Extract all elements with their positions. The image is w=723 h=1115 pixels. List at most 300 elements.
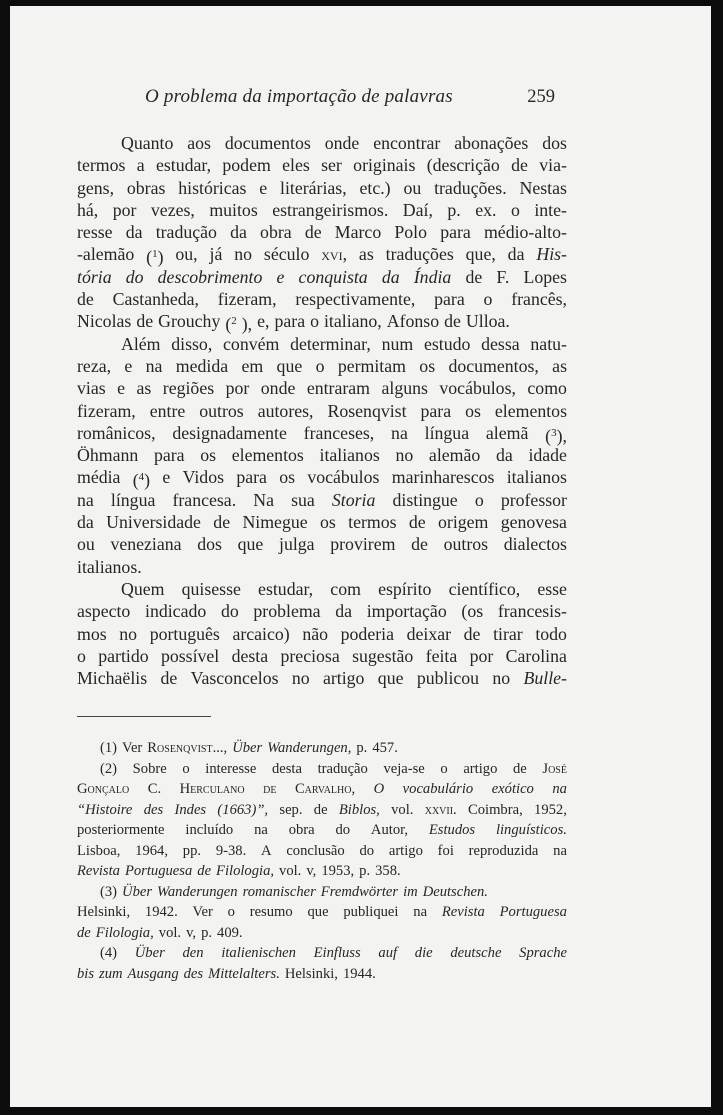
- page-header: [10, 86, 711, 118]
- word: de: [444, 311, 461, 332]
- word: já: [209, 244, 223, 265]
- word: vocábulos: [307, 467, 380, 488]
- word: O: [373, 781, 385, 797]
- word: quisesse: [181, 578, 241, 599]
- word: de: [465, 266, 483, 287]
- word: ($^3$),: [545, 425, 567, 446]
- word: sugestão: [352, 645, 414, 666]
- word: Ver: [122, 740, 143, 756]
- word: Über: [134, 945, 165, 961]
- word: (descrição: [426, 155, 500, 176]
- word: de: [513, 760, 527, 777]
- word: estrangeirismos.: [272, 199, 389, 220]
- word: C.: [147, 781, 162, 797]
- footnote-line: [77, 738, 567, 759]
- word: para: [420, 400, 452, 421]
- word: vol.: [158, 924, 182, 941]
- word: 1952,: [534, 801, 567, 818]
- word: fizeram,: [217, 289, 277, 310]
- word: na: [391, 422, 408, 443]
- footnote-line: [77, 964, 567, 985]
- word: do: [335, 822, 351, 838]
- word: encontrar: [373, 133, 441, 153]
- word: xxvii.: [424, 801, 457, 818]
- word: resse: [77, 222, 113, 243]
- word: documentos: [224, 133, 311, 153]
- word: termos: [348, 512, 397, 533]
- word: via-: [539, 155, 567, 176]
- footnote-line: [77, 861, 567, 882]
- word: p.: [201, 924, 213, 941]
- word: de: [197, 863, 212, 879]
- word: convém: [223, 333, 280, 354]
- word: posteriormente: [77, 822, 165, 838]
- word: as: [136, 378, 152, 399]
- word: onde: [324, 133, 360, 153]
- word: científico,: [448, 578, 521, 599]
- word: Autor,: [370, 822, 409, 838]
- word: resumo: [249, 904, 293, 920]
- word: o: [77, 645, 86, 666]
- text-line: [77, 333, 567, 355]
- word: die: [414, 945, 433, 961]
- word: tória: [77, 266, 112, 287]
- word: provirem: [330, 534, 396, 555]
- word: que: [377, 668, 404, 689]
- word: os: [465, 400, 481, 421]
- word: Deutschen.: [422, 883, 488, 900]
- word: na: [553, 842, 567, 859]
- word: e: [124, 355, 133, 376]
- word: inte-: [534, 199, 567, 220]
- text-line: [77, 578, 567, 600]
- word: Carolina: [505, 645, 567, 666]
- word: obra: [260, 222, 292, 243]
- word: do: [125, 266, 144, 287]
- word: indicado: [145, 601, 207, 622]
- word: em: [241, 355, 264, 376]
- word: A: [261, 842, 272, 859]
- word: deutsche: [450, 945, 502, 961]
- word: italianos.: [77, 556, 142, 577]
- word: 1944.: [342, 965, 376, 982]
- word: preciosa: [280, 645, 340, 666]
- word: Einfluss: [313, 945, 361, 961]
- word: aspecto: [77, 601, 131, 622]
- word: entraram: [306, 378, 371, 399]
- word: traduções.: [434, 177, 507, 198]
- word: Storia: [331, 489, 376, 510]
- book-page: [10, 6, 711, 1107]
- text-line: [77, 154, 567, 176]
- word: por: [469, 645, 494, 666]
- word: (1663)”,: [217, 801, 269, 818]
- word: auf: [378, 945, 398, 961]
- footnote-line: [77, 923, 567, 944]
- word: muitos: [209, 199, 258, 220]
- footnote-line: [77, 882, 567, 903]
- word: natu-: [530, 333, 567, 354]
- word: foi: [437, 842, 454, 859]
- word: distingue: [392, 489, 458, 510]
- word: podem: [222, 155, 271, 176]
- word: Rosenqvist...,: [147, 740, 228, 756]
- word: des: [183, 965, 204, 982]
- word: Über: [122, 883, 153, 900]
- word: idade: [528, 445, 567, 466]
- word: dialectos: [503, 534, 567, 555]
- word: (1): [100, 740, 118, 756]
- word: professor: [500, 489, 567, 510]
- footnote-separator: [77, 716, 211, 717]
- word: outros: [443, 534, 489, 555]
- word: Grouchy: [158, 311, 221, 332]
- word: para: [236, 467, 267, 488]
- word: Ausgang: [127, 965, 179, 982]
- word: 358.: [375, 863, 401, 879]
- word: Polo: [394, 222, 428, 243]
- word: (4): [100, 945, 118, 961]
- text-line: [77, 400, 567, 422]
- word: o: [227, 904, 235, 920]
- word: Ver: [192, 904, 213, 920]
- word: Helsinki,: [77, 904, 131, 920]
- word: Afonso: [386, 311, 440, 332]
- word: dos: [542, 133, 567, 153]
- word: elementos: [494, 400, 567, 421]
- text-line: [77, 556, 567, 578]
- word: no: [492, 668, 511, 689]
- word: importação: [366, 601, 447, 622]
- word: estudar,: [258, 578, 314, 599]
- word: fizeram,: [77, 400, 136, 421]
- word: Carvalho,: [294, 781, 356, 797]
- word: conclusão: [286, 842, 345, 859]
- word: no: [395, 445, 414, 466]
- word: de: [463, 623, 481, 644]
- word: Nimegue: [242, 512, 308, 533]
- word: incluído: [185, 822, 234, 838]
- text-line: [77, 243, 567, 268]
- word: português: [149, 623, 220, 644]
- word: reza,: [77, 355, 112, 376]
- word: o: [510, 199, 520, 220]
- word: que: [237, 534, 264, 555]
- word: de: [77, 924, 91, 941]
- word: veneziana: [110, 534, 182, 555]
- word: arcaico): [232, 623, 290, 644]
- word: 9-38.: [215, 842, 247, 859]
- word: Daí,: [402, 199, 433, 220]
- word: a: [136, 155, 145, 176]
- word: todo: [535, 623, 567, 644]
- word: Sprache: [519, 945, 567, 961]
- footnote-line: [77, 820, 567, 841]
- word: (2): [100, 760, 118, 777]
- word: outros: [199, 400, 244, 421]
- word: (3): [100, 883, 118, 900]
- word: para: [153, 445, 185, 466]
- word: documentos,: [448, 355, 539, 376]
- word: na: [254, 822, 268, 838]
- word: de: [160, 668, 178, 689]
- word: p.: [356, 740, 368, 756]
- text-line: [77, 667, 567, 689]
- word: com: [330, 578, 361, 599]
- word: por: [225, 378, 250, 399]
- word: bis: [77, 965, 95, 982]
- word: ou,: [175, 244, 198, 265]
- page-number: 259: [527, 87, 555, 107]
- word: Biblos,: [338, 801, 380, 818]
- word: conquista: [298, 266, 368, 287]
- word: Índia: [413, 266, 452, 287]
- word: as: [358, 244, 374, 265]
- word: tradução: [155, 222, 217, 243]
- word: linguísticos.: [495, 822, 567, 838]
- word: pp.: [182, 842, 202, 859]
- word: Bulle-: [523, 668, 567, 689]
- text-line: [77, 199, 567, 221]
- word: na: [413, 904, 428, 920]
- word: Marco: [334, 222, 382, 243]
- word: no: [234, 244, 253, 265]
- word: regiões: [162, 378, 215, 399]
- word: zum: [99, 965, 123, 982]
- text-line: [77, 310, 567, 335]
- word: respectivamente,: [295, 289, 416, 310]
- word: His-: [536, 244, 567, 265]
- text-line: [77, 511, 567, 533]
- word: José: [542, 760, 567, 777]
- word: sep.: [279, 801, 303, 818]
- word: aos: [187, 133, 211, 153]
- word: no: [291, 668, 310, 689]
- word: por: [112, 199, 137, 220]
- word: românicos,: [77, 422, 156, 443]
- running-title: O problema da importação de palavras: [145, 86, 453, 107]
- word: os: [419, 355, 436, 376]
- text-line: [77, 623, 567, 645]
- word: de: [77, 289, 94, 310]
- text-line: [77, 645, 567, 667]
- word: Gonçalo: [77, 781, 130, 797]
- word: elementos: [231, 445, 304, 466]
- word: dos: [197, 534, 222, 555]
- word: “Histoire: [77, 801, 133, 818]
- word: veja-se: [383, 760, 425, 777]
- word: ou: [403, 177, 422, 198]
- word: artigo: [463, 760, 498, 777]
- word: Lisboa,: [77, 842, 121, 859]
- word: Nestas: [519, 177, 567, 198]
- word: como: [527, 378, 567, 399]
- word: -alemão: [77, 244, 135, 265]
- word: da: [381, 266, 400, 287]
- word: Portuguesa: [124, 863, 193, 879]
- word: do: [359, 842, 375, 859]
- footnote-line: [77, 902, 567, 923]
- text-line: [77, 377, 567, 399]
- word: da: [507, 244, 525, 265]
- text-line: [77, 600, 567, 622]
- word: de: [511, 155, 528, 176]
- word: que: [276, 355, 303, 376]
- word: tirar: [493, 623, 523, 644]
- word: obras: [126, 177, 166, 198]
- word: século: [263, 244, 310, 265]
- word: Fremdwörter: [320, 883, 399, 900]
- word: artigo: [388, 842, 423, 859]
- word: Portuguesa: [499, 904, 567, 920]
- word: e: [117, 378, 126, 399]
- word: Além: [121, 333, 161, 354]
- word: o: [182, 760, 190, 777]
- word: para: [440, 222, 471, 243]
- word: da: [125, 222, 143, 243]
- word: entre: [149, 400, 186, 421]
- word: tradução: [317, 760, 368, 777]
- word: Wanderungen,: [267, 740, 352, 756]
- word: descobrimento: [157, 266, 263, 287]
- word: possível: [160, 645, 220, 666]
- word: poderia: [340, 623, 394, 644]
- word: artigo: [322, 668, 365, 689]
- word: ser: [321, 155, 342, 176]
- word: na: [552, 781, 567, 797]
- word: alemã: [485, 422, 529, 443]
- word: Estudos: [428, 822, 476, 838]
- text-line: [77, 466, 567, 491]
- word: interesse: [205, 760, 257, 777]
- word: origem: [438, 512, 489, 533]
- word: esse: [537, 578, 567, 599]
- word: e: [259, 177, 268, 198]
- word: marinharescos: [391, 467, 495, 488]
- word: gens,: [77, 177, 115, 198]
- word: os: [200, 445, 217, 466]
- text-line: [77, 444, 567, 466]
- word: 1942.: [144, 904, 178, 920]
- word: no: [119, 623, 138, 644]
- word: alguns: [381, 378, 428, 399]
- word: ou: [77, 534, 95, 555]
- text-line: [77, 132, 567, 154]
- word: publiquei: [343, 904, 399, 920]
- word: eles: [282, 155, 310, 176]
- word: mos: [77, 623, 107, 644]
- word: xvi,: [321, 244, 348, 265]
- word: italianos: [506, 467, 567, 488]
- word: den: [182, 945, 204, 961]
- word: publicou: [416, 668, 480, 689]
- word: dessa: [481, 333, 520, 354]
- text-line: [77, 266, 567, 288]
- word: julga: [279, 534, 315, 555]
- word: as: [552, 355, 567, 376]
- word: e: [162, 467, 171, 488]
- word: que: [307, 904, 329, 920]
- word: p.: [359, 863, 371, 879]
- word: Indes: [174, 801, 207, 818]
- word: o: [483, 289, 493, 310]
- word: de: [411, 534, 428, 555]
- footnote-line: [77, 779, 567, 800]
- word: Quanto: [121, 133, 174, 153]
- word: abonações: [454, 133, 529, 153]
- word: para: [274, 311, 306, 332]
- word: problema: [253, 601, 321, 622]
- word: o: [310, 311, 319, 332]
- word: históricas: [178, 177, 247, 198]
- word: desta: [231, 645, 269, 666]
- word: da: [495, 445, 513, 466]
- word: que,: [465, 244, 496, 265]
- word: na: [77, 489, 94, 510]
- text-line: [77, 288, 567, 310]
- word: da: [230, 222, 247, 243]
- footnote-line: [77, 759, 567, 780]
- word: onde: [260, 378, 296, 399]
- word: num: [381, 333, 414, 354]
- text-line: [77, 422, 567, 444]
- word: autores,: [257, 400, 314, 421]
- word: não: [302, 623, 329, 644]
- word: ($^1$): [146, 247, 164, 268]
- word: espírito: [378, 578, 432, 599]
- word: partido: [98, 645, 149, 666]
- word: ($^2$ ),: [225, 314, 253, 335]
- word: 1953,: [321, 863, 355, 879]
- word: o: [474, 489, 484, 510]
- word: Quem: [121, 578, 165, 599]
- word: há,: [77, 199, 99, 220]
- word: de: [304, 222, 322, 243]
- word: v,: [186, 924, 197, 941]
- word: Ulloa.: [465, 311, 510, 332]
- word: Filologia,: [216, 863, 275, 879]
- word: Öhmann: [77, 445, 139, 466]
- word: francês,: [511, 289, 567, 310]
- word: média: [77, 467, 121, 488]
- word: des: [143, 801, 164, 818]
- main-text: [77, 132, 567, 689]
- word: de: [136, 311, 154, 332]
- word: vol.: [279, 863, 302, 879]
- word: ($^4$): [132, 470, 151, 491]
- word: o: [440, 760, 448, 777]
- word: Revista: [77, 863, 120, 879]
- word: determinar,: [290, 333, 371, 354]
- word: Michaëlis: [77, 668, 148, 689]
- word: Revista: [441, 904, 485, 920]
- word: Sobre: [132, 760, 167, 777]
- text-line: [77, 533, 567, 555]
- word: de: [263, 781, 277, 797]
- word: Universidade: [106, 512, 201, 533]
- word: na: [145, 355, 163, 376]
- word: estudo: [423, 333, 471, 354]
- word: reproduzida: [468, 842, 539, 859]
- word: etc.): [359, 177, 391, 198]
- word: disso,: [171, 333, 213, 354]
- word: Mittelalters.: [208, 965, 280, 982]
- word: obra: [288, 822, 315, 838]
- word: língua: [424, 422, 470, 443]
- word: Coimbra,: [468, 801, 523, 818]
- text-line: [77, 489, 567, 511]
- word: Herculano: [179, 781, 245, 797]
